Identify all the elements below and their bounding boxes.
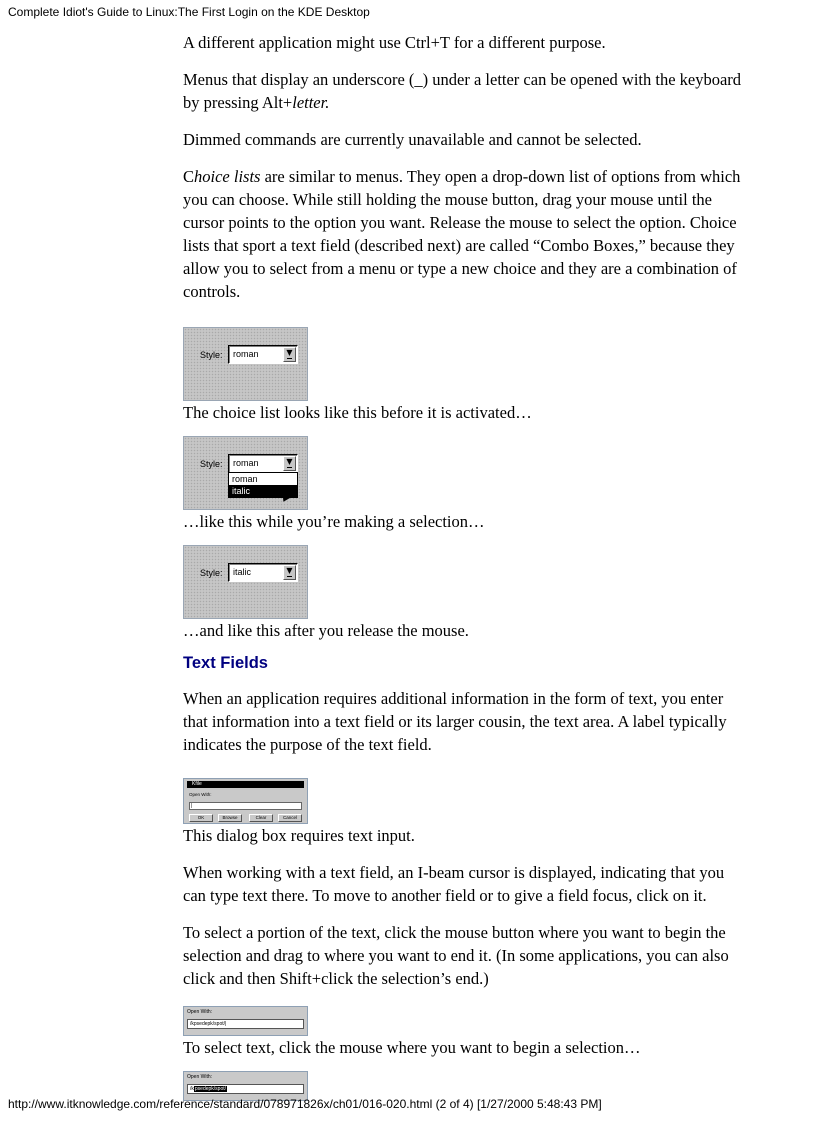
style-combo-value: roman: [233, 458, 259, 468]
dialog-text-field: |: [189, 802, 302, 810]
dropdown-arrow-icon: ▼: [283, 565, 296, 580]
open-with-dialog-screenshot: [183, 778, 308, 824]
dialog-titlebar: Kfile: [187, 781, 304, 788]
dialog-ok-button: OK: [189, 814, 213, 822]
paragraph-text-fields: When an application requires additional information in the form of text, you enter that information into a text field or its larger cousin, the text area. A label typically indicates the purpose of the text field.: [183, 689, 727, 754]
ibeam-text: When working with a text field, an I-beam cursor is displayed, indicating that you can type text there. To move to another field or to give a field focus: [183, 863, 725, 905]
open-with-field: [187, 1084, 304, 1094]
ibeam-text-end: click on it.: [632, 886, 707, 905]
dialog-prompt: Open With:: [189, 792, 212, 797]
section-heading-text-fields: Text Fields: [183, 654, 268, 672]
paragraph-ibeam: [183, 861, 743, 907]
caption-during: …like this while you’re making a selection…: [183, 512, 485, 531]
field-selection: psedepk/spot/: [194, 1086, 227, 1092]
combo-before-screenshot: [183, 327, 308, 401]
page-footer: http://www.itknowledge.com/reference/standard/078971826x/ch01/016-020.html (2 of 4) [1/27/2000 5:48:43 PM]: [8, 1097, 602, 1111]
field-prefix: /k: [190, 1086, 194, 1092]
open-with-field: /kpsedepk/spot/|: [187, 1019, 304, 1029]
choice-lists-term: hoice lists: [194, 167, 261, 186]
style-combo-value: roman: [233, 349, 259, 359]
style-label: Style:: [200, 459, 223, 469]
caption-before: The choice list looks like this before it is activated…: [183, 403, 532, 422]
dropdown-arrow-icon: ▼: [283, 456, 296, 471]
paragraph-ctrl-t: A different application might use Ctrl+T for a different purpose.: [183, 33, 606, 52]
combo-after-screenshot: [183, 545, 308, 619]
style-combo-value: italic: [233, 567, 252, 577]
paragraph-underscore: [183, 68, 743, 114]
open-with-field-screenshot: [183, 1006, 308, 1036]
caption-after: …and like this after you release the mouse.: [183, 621, 469, 640]
dialog-clear-button: Clear: [249, 814, 273, 822]
dropdown-option-selected: italic: [229, 485, 297, 497]
paragraph-choice-lists: [183, 165, 743, 303]
combo-open-screenshot: [183, 436, 308, 510]
caption-dialog: This dialog box requires text input.: [183, 826, 415, 845]
choice-lists-text: are similar to menus. They open a drop-down list of options from which you can choose. While still holding the mouse button, drag your mouse until the cursor points to the option you want. Release the mouse to select the option. Choice lists that sport a text field (described next) are called “Combo Boxes,” because they allow you to select from a menu or type a new choice and they are a combination of controls.: [183, 167, 741, 301]
style-combo: [228, 563, 298, 582]
paragraph-dimmed: Dimmed commands are currently unavailable and cannot be selected.: [183, 130, 642, 149]
dropdown-arrow-icon: ▼: [283, 347, 296, 362]
caption-select: To select text, click the mouse where you want to begin a selection…: [183, 1038, 641, 1057]
open-with-label: Open With:: [187, 1009, 213, 1015]
dialog-cancel-button: Cancel: [278, 814, 302, 822]
page-content: [183, 31, 743, 1101]
dropdown-option: roman: [232, 474, 258, 484]
letter-italic: letter.: [292, 93, 330, 112]
paragraph-select-text: To select a portion of the text, click the mouse button where you want to begin the selection and drag to where you want to end it. (In some applications, you can also click and then Shift+click the selection’s end.): [183, 923, 729, 988]
paragraph-underscore-text: Menus that display an underscore (_) under a letter can be opened with the keyboard by pressing Alt+: [183, 70, 742, 112]
choice-lists-initial: C: [183, 167, 195, 186]
style-label: Style:: [200, 350, 223, 360]
page-header: Complete Idiot's Guide to Linux:The First Login on the KDE Desktop: [8, 5, 370, 19]
style-combo: [228, 345, 298, 364]
style-combo: [228, 454, 298, 473]
style-label: Style:: [200, 568, 223, 578]
ibeam-comma: ,: [628, 886, 633, 905]
dialog-browse-button: Browse: [218, 814, 242, 822]
open-with-label: Open With:: [187, 1074, 213, 1080]
